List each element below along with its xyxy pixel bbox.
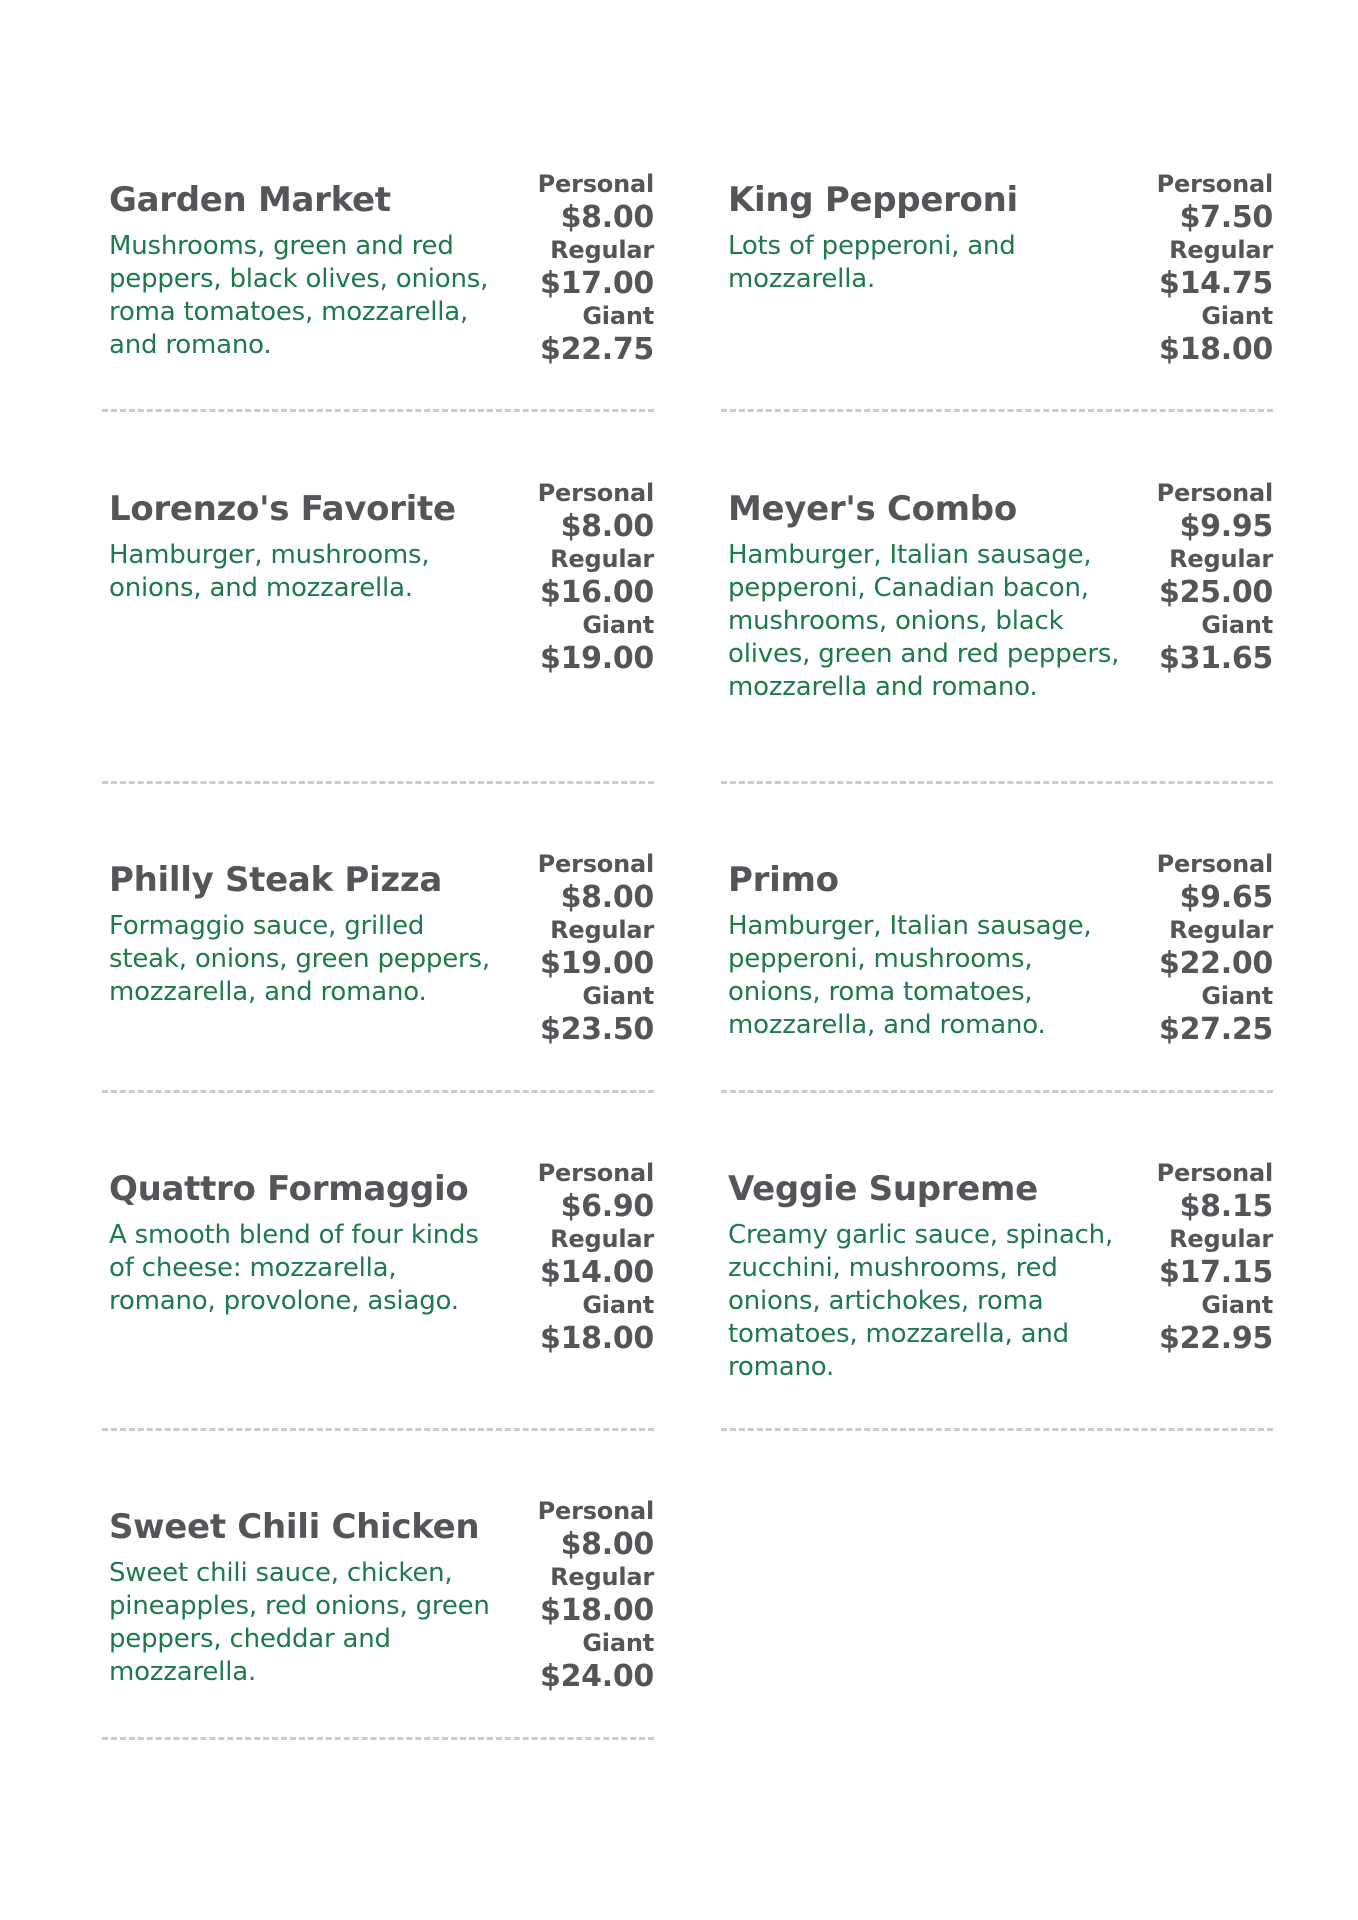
- menu-item-name: Garden Market: [109, 180, 391, 220]
- price-value: $6.90: [560, 1189, 654, 1224]
- menu-item-name: Veggie Supreme: [728, 1169, 1038, 1209]
- menu-item-description: Hamburger, mushrooms, onions, and mozzarella.: [109, 540, 430, 603]
- dashed-separator: [721, 1428, 1273, 1431]
- price-value: $18.00: [540, 1321, 654, 1356]
- menu-item-name: Lorenzo's Favorite: [109, 489, 456, 529]
- size-label: Personal: [1156, 170, 1273, 198]
- price-value: $14.75: [1159, 266, 1273, 301]
- size-label: Giant: [582, 982, 654, 1010]
- size-label: Giant: [582, 611, 654, 639]
- price-value: $17.15: [1159, 1255, 1273, 1290]
- price-value: $8.00: [560, 200, 654, 235]
- menu-item-name: Meyer's Combo: [728, 489, 1017, 529]
- size-label: Giant: [582, 302, 654, 330]
- price-value: $14.00: [540, 1255, 654, 1290]
- price-value: $22.75: [540, 332, 654, 367]
- size-label: Regular: [550, 545, 654, 573]
- size-label: Personal: [1156, 1159, 1273, 1187]
- size-label: Personal: [537, 170, 654, 198]
- menu-item-prices: [484, 848, 654, 1046]
- menu-item-prices: [1103, 168, 1273, 366]
- price-value: $16.00: [540, 575, 654, 610]
- size-label: Giant: [1201, 982, 1273, 1010]
- size-label: Regular: [550, 236, 654, 264]
- price-value: $25.00: [1159, 575, 1273, 610]
- price-value: $18.00: [1159, 332, 1273, 367]
- price-value: $8.00: [560, 1527, 654, 1562]
- size-label: Regular: [550, 1225, 654, 1253]
- menu-item-prices: [484, 477, 654, 675]
- menu-item-description: Sweet chili sauce, chicken, pineapples, red onions, green peppers, cheddar and mozzarella.: [109, 1558, 490, 1687]
- dashed-separator: [102, 409, 654, 412]
- menu-item-prices: [484, 168, 654, 366]
- price-value: $23.50: [540, 1012, 654, 1047]
- menu-item-prices: [484, 1157, 654, 1355]
- size-label: Regular: [1169, 545, 1273, 573]
- size-label: Regular: [550, 916, 654, 944]
- size-label: Giant: [1201, 1291, 1273, 1319]
- size-label: Giant: [1201, 611, 1273, 639]
- size-label: Personal: [1156, 479, 1273, 507]
- size-label: Regular: [550, 1563, 654, 1591]
- size-label: Personal: [537, 479, 654, 507]
- dashed-separator: [102, 1428, 654, 1431]
- menu-item-description: Hamburger, Italian sausage, pepperoni, mushrooms, onions, roma tomatoes, mozzarella, and romano.: [728, 911, 1092, 1040]
- price-value: $8.15: [1179, 1189, 1273, 1224]
- size-label: Regular: [1169, 1225, 1273, 1253]
- menu-item-prices: [1103, 1157, 1273, 1355]
- size-label: Personal: [537, 1497, 654, 1525]
- menu-item-prices: [1103, 477, 1273, 675]
- dashed-separator: [102, 1737, 654, 1740]
- size-label: Giant: [582, 1291, 654, 1319]
- menu-item-description: Creamy garlic sauce, spinach, zucchini, mushrooms, red onions, artichokes, roma tomatoes, mozzarella, and romano.: [728, 1220, 1114, 1382]
- price-value: $8.00: [560, 509, 654, 544]
- size-label: Regular: [1169, 236, 1273, 264]
- price-value: $24.00: [540, 1659, 654, 1694]
- menu-item-description: Mushrooms, green and red peppers, black olives, onions, roma tomatoes, mozzarella, and romano.: [109, 231, 489, 360]
- dashed-separator: [102, 781, 654, 784]
- price-value: $27.25: [1159, 1012, 1273, 1047]
- menu-item-prices: [484, 1495, 654, 1693]
- size-label: Personal: [537, 1159, 654, 1187]
- menu-item-name: Sweet Chili Chicken: [109, 1507, 480, 1547]
- menu-item-name: Philly Steak Pizza: [109, 860, 442, 900]
- price-value: $18.00: [540, 1593, 654, 1628]
- price-value: $9.65: [1179, 880, 1273, 915]
- size-label: Personal: [1156, 850, 1273, 878]
- price-value: $19.00: [540, 641, 654, 676]
- menu-item-name: Primo: [728, 860, 839, 900]
- menu-item-name: Quattro Formaggio: [109, 1169, 469, 1209]
- dashed-separator: [721, 781, 1273, 784]
- menu-item-description: Formaggio sauce, grilled steak, onions, green peppers, mozzarella, and romano.: [109, 911, 490, 1007]
- price-value: $9.95: [1179, 509, 1273, 544]
- price-value: $8.00: [560, 880, 654, 915]
- dashed-separator: [721, 409, 1273, 412]
- size-label: Regular: [1169, 916, 1273, 944]
- dashed-separator: [102, 1090, 654, 1093]
- price-value: $31.65: [1159, 641, 1273, 676]
- price-value: $19.00: [540, 946, 654, 981]
- dashed-separator: [721, 1090, 1273, 1093]
- size-label: Giant: [1201, 302, 1273, 330]
- size-label: Giant: [582, 1629, 654, 1657]
- size-label: Personal: [537, 850, 654, 878]
- price-value: $22.95: [1159, 1321, 1273, 1356]
- menu-item-name: King Pepperoni: [728, 180, 1018, 220]
- menu-item-description: Hamburger, Italian sausage, pepperoni, Canadian bacon, mushrooms, onions, black olives, green and red peppers, mozzarella and romano.: [728, 540, 1120, 702]
- menu-item-description: A smooth blend of four kinds of cheese: mozzarella, romano, provolone, asiago.: [109, 1220, 479, 1316]
- price-value: $17.00: [540, 266, 654, 301]
- menu-item-prices: [1103, 848, 1273, 1046]
- price-value: $7.50: [1179, 200, 1273, 235]
- price-value: $22.00: [1159, 946, 1273, 981]
- menu-item-description: Lots of pepperoni, and mozzarella.: [728, 231, 1016, 294]
